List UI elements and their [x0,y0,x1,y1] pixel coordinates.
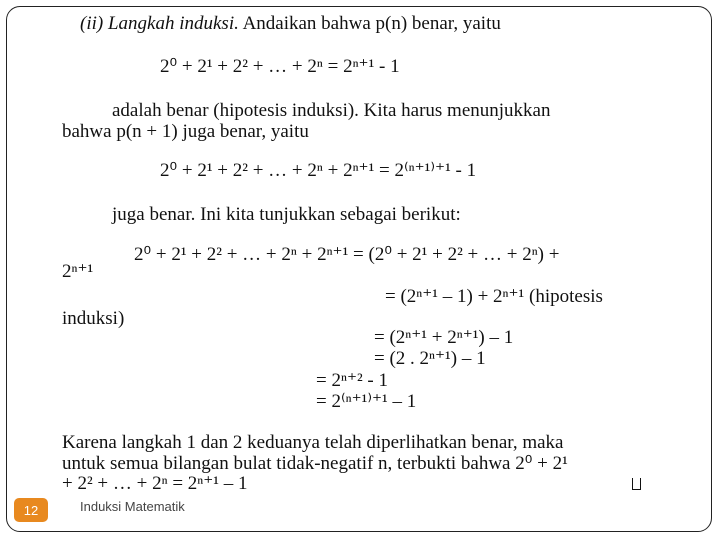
derivation-line-6: = 2⁽ⁿ⁺¹⁾⁺¹ – 1 [316,391,417,412]
derivation-line-5: = 2ⁿ⁺² - 1 [316,370,389,391]
footer-title: Induksi Matematik [80,499,185,514]
conclusion-line-1: Karena langkah 1 dan 2 keduanya telah diperlihatkan benar, maka [62,432,564,453]
derivation-line-1: 2⁰ + 2¹ + 2² + … + 2ⁿ + 2ⁿ⁺¹ = (2⁰ + 2¹ + 2² + … + 2ⁿ) + [134,244,560,265]
step-label: (ii) Langkah induksi. [80,13,239,34]
derivation-line-1-wrap: 2ⁿ⁺¹ [62,261,94,282]
step-intro: Andaikan bahwa p(n) benar, yaitu [242,13,501,34]
qed-symbol [632,478,641,490]
conclusion-line-3: + 2² + … + 2ⁿ = 2ⁿ⁺¹ – 1 [62,473,248,494]
slide-number: 12 [14,498,48,522]
derivation-line-2-wrap: induksi) [62,308,125,329]
paragraph-1-line-1: adalah benar (hipotesis induksi). Kita harus menunjukkan [112,100,551,121]
hypothesis-equation: 2⁰ + 2¹ + 2² + … + 2ⁿ = 2ⁿ⁺¹ - 1 [160,56,400,77]
derivation-line-3: = (2ⁿ⁺¹ + 2ⁿ⁺¹) – 1 [374,327,514,348]
paragraph-1-line-2: bahwa p(n + 1) juga benar, yaitu [62,121,309,142]
conclusion-line-2: untuk semua bilangan bulat tidak-negatif n, terbukti bahwa 2⁰ + 2¹ [62,453,568,474]
derivation-line-4: = (2 . 2ⁿ⁺¹) – 1 [374,348,486,369]
paragraph-2: juga benar. Ini kita tunjukkan sebagai berikut: [112,204,461,225]
target-equation: 2⁰ + 2¹ + 2² + … + 2ⁿ + 2ⁿ⁺¹ = 2⁽ⁿ⁺¹⁾⁺¹ - 1 [160,160,477,181]
step-heading [80,14,501,34]
derivation-line-2: = (2ⁿ⁺¹ – 1) + 2ⁿ⁺¹ (hipotesis [385,286,603,307]
